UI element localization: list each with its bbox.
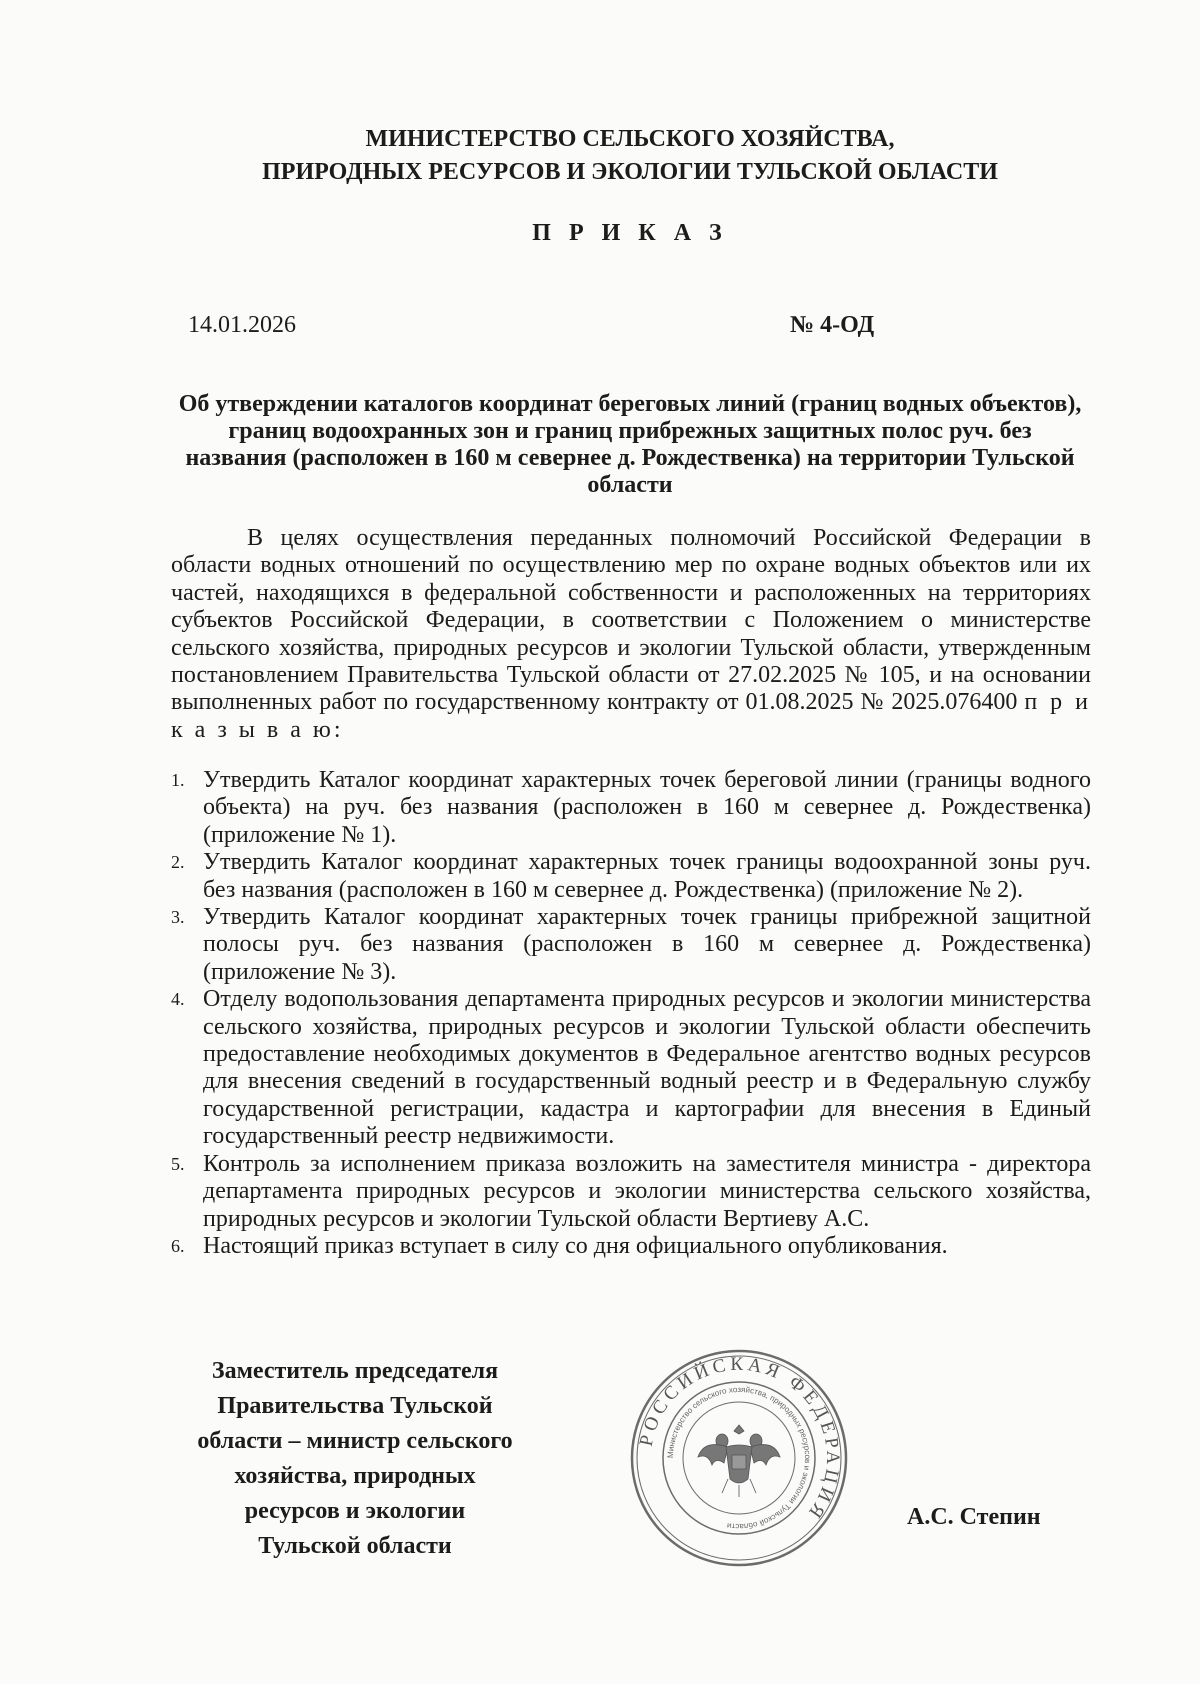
document-type-title: П Р И К А З xyxy=(532,220,728,246)
seal-inner-text-path: Министерство сельского хозяйства, природных ресурсов и экологии Тульской области xyxy=(665,1384,813,1532)
preamble-text: В целях осуществления переданных полномочий Российской Федерации в области водных отношений по осуществлению мер по охране водных объектов или их частей, находящихся в федеральной собственности и расположенных на территориях субъектов Российской Федерации, в соответствии с Положением о министерстве сельского хозяйства, природных ресурсов и экологии Тульской области, утвержденным постановлением Правительства Тульской области от 27.02.2025 № 105, и на основании выполненных работ по государственному контракту от 01.08.2025 № 2025.076400 xyxy=(171,525,1091,716)
list-item xyxy=(171,1151,1091,1233)
item-number: 5. xyxy=(171,1153,185,1174)
item-number: 3. xyxy=(171,907,185,928)
list-item xyxy=(171,767,1091,849)
order-items-list xyxy=(171,767,1091,1260)
item-number: 1. xyxy=(171,770,185,790)
item-text: Утвердить Каталог координат характерных точек границы прибрежной защитной полосы руч. без названия (расположен в 160 м севернее д. Рождественка) (приложение № 3). xyxy=(203,904,1091,985)
ministry-line-2: ПРИРОДНЫХ РЕСУРСОВ И ЭКОЛОГИИ ТУЛЬСКОЙ ОБЛАСТИ xyxy=(262,159,998,185)
seal-outer-text-path: РОССИЙСКАЯ ФЕДЕРАЦИЯ xyxy=(635,1353,844,1525)
signer-position-line: Тульской области xyxy=(258,1533,452,1559)
item-text: Отделу водопользования департамента природных ресурсов и экологии министерства сельского хозяйства, природных ресурсов и экологии Тульской области обеспечить предоставление необходимых документов в Федеральное агентство водных ресурсов для внесения сведений в государственный водный реестр и в Федеральную службу государственной регистрации, кадастра и картографии для внесения в Единый государственный реестр недвижимости. xyxy=(203,986,1091,1150)
signer-position-line: Правительства Тульской xyxy=(217,1393,493,1419)
signer-position-line: хозяйства, природных xyxy=(234,1463,476,1489)
item-number: 6. xyxy=(171,1235,185,1256)
ministry-line-1: МИНИСТЕРСТВО СЕЛЬСКОГО ХОЗЯЙСТВА, xyxy=(365,126,895,152)
ordering-word: п р и к а з ы в а ю: xyxy=(171,689,1092,743)
list-item xyxy=(171,904,1091,986)
document-subject: Об утверждении каталогов координат береговых линий (границ водных объектов), границ водоохранных зон и границ прибрежных защитных полос руч. без названия (расположен в 160 м севернее д. Рождественка) на территории Тульской области xyxy=(178,391,1082,498)
signer-position xyxy=(170,1354,540,1564)
item-number: 2. xyxy=(171,852,185,873)
list-item xyxy=(171,986,1091,1150)
signer-position-line: Заместитель председателя xyxy=(211,1358,499,1384)
item-text: Контроль за исполнением приказа возложить на заместителя министра - директора департамента природных ресурсов и экологии министерства сельского хозяйства, природных ресурсов и экологии Тульской области Вертиеву А.С. xyxy=(203,1150,1091,1232)
item-text: Утвердить Каталог координат характерных точек береговой линии (границы водного объекта) на руч. без названия (расположен в 160 м севернее д. Рождественка) (приложение № 1). xyxy=(203,767,1091,848)
signer-position-line: области – министр сельского xyxy=(197,1428,513,1454)
list-item xyxy=(171,849,1091,904)
item-text: Утвердить Каталог координат характерных точек границы водоохранной зоны руч. без названия (расположен в 160 м севернее д. Рождественка) (приложение № 2). xyxy=(203,849,1091,903)
list-item xyxy=(171,1233,1091,1260)
document-number: № 4-ОД xyxy=(790,312,875,338)
item-text: Настоящий приказ вступает в силу со дня официального опубликования. xyxy=(203,1232,948,1259)
double-headed-eagle-icon xyxy=(698,1425,780,1497)
signer-name: А.С. Степин xyxy=(907,1504,1041,1530)
official-seal xyxy=(628,1347,850,1569)
ministry-header xyxy=(150,123,1110,189)
signer-position-line: ресурсов и экологии xyxy=(244,1498,466,1524)
document-date: 14.01.2026 xyxy=(188,312,296,338)
item-number: 4. xyxy=(171,989,185,1010)
preamble-paragraph xyxy=(171,525,1091,744)
